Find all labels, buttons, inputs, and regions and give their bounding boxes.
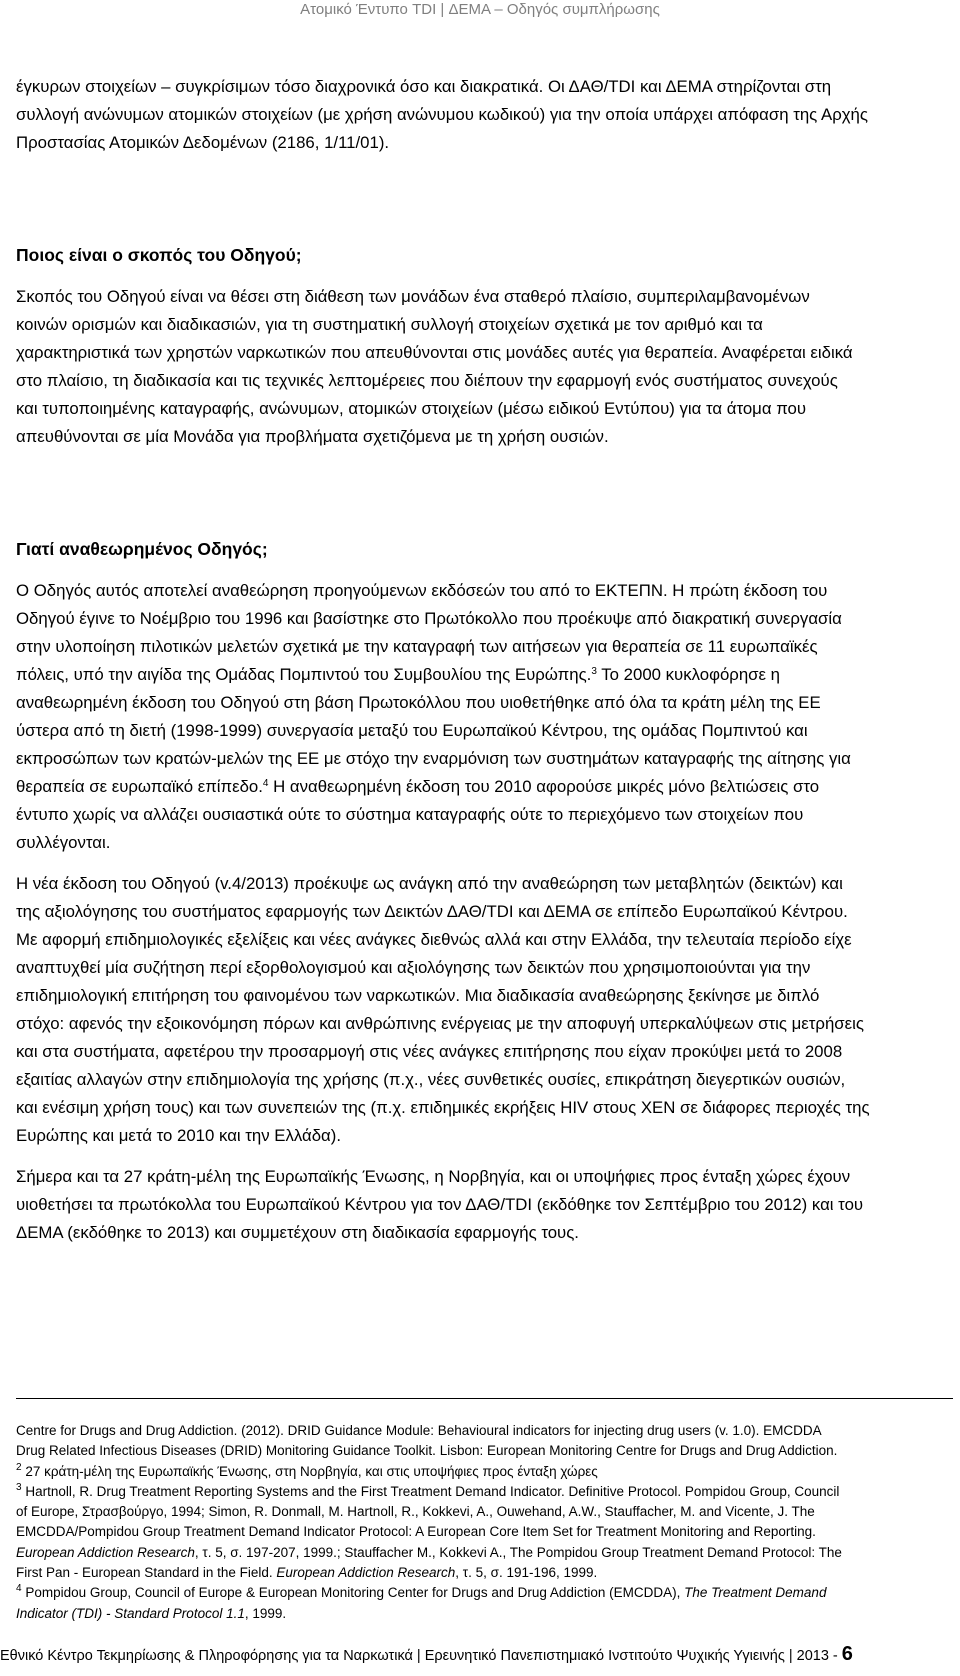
section-heading-purpose: Ποιος είναι ο σκοπός του Οδηγού; <box>16 245 302 265</box>
footnote-ref-3[interactable]: 3 <box>591 666 597 677</box>
revised-paragraph-3: Σήμερα και τα 27 κράτη-μέλη της Ευρωπαϊκής Ένωσης, η Νορβηγία, και οι υποψήφιες προς ένταξη χώρες έχουν υιοθετήσει τα πρωτόκολλα του Ευρωπαϊκού Κέντρου για τον ΔΑΘ/TDI (εκδόθηκε τον Σεπτέμβριο του 2012) και του ΔΕΜΑ (εκδόθηκε το 2013) και συμμετέχουν στη διαδικασία εφαρμογής τους. <box>16 1167 864 1242</box>
intro-paragraph: έγκυρων στοιχείων – συγκρίσιμων τόσο διαχρονικά όσο και διακρατικά. Οι ΔΑΘ/TDI και ΔΕΜΑ στηρίζονται στη συλλογή ανώνυμων ατομικών στοιχείων (με χρήση ανώνυμου κωδικού) για την οποία υπάρχει απόφαση της Αρχής Προστασίας Ατομικών Δεδομένων (2186, 1/11/01). <box>16 77 868 152</box>
main-content <box>16 73 950 1247</box>
page-number: 6 <box>841 1643 853 1665</box>
footnote-2: $^2$ 27 κράτη-μέλη της Ευρωπαϊκής Ένωσης, στη Νορβηγία, και στις υποψήφιες προς ένταξη χώρες <box>16 1461 598 1479</box>
purpose-paragraph: Σκοπός του Οδηγού είναι να θέσει στη διάθεση των μονάδων ένα σταθερό πλαίσιο, συμπεριλαμβανομένων κοινών ορισμών και διαδικασιών, για τη συστηματική συλλογή στοιχείων σχετικά με τον αριθμό και τα χαρακτηριστικά των χρηστών ναρκωτικών που απευθύνονται στις μονάδες αυτές για θεραπεία. Αναφέρεται ειδικά στο πλαίσιο, τη διαδικασία και τις τεχνικές λεπτομέρειες που διέπουν την εφαρμογή ενός συστήματος συνεχούς και τυποποιημένης καταγραφής, ανώνυμων, ατομικών στοιχείων (μέσω ειδικού Εντύπου) για τα άτομα που απευθύνονται σε μία Μονάδα για προβλήματα σχετιζόμενα με τη χρήση ουσιών. <box>16 287 853 446</box>
revised-paragraph-1: Ο Οδηγός αυτός αποτελεί αναθεώρηση προηγούμενων εκδόσεών του από το ΕΚΤΕΠΝ. Η πρώτη έκδοση του Οδηγού έγινε το Νοέμβριο του 1996 και βασίστηκε στο Πρωτόκολλο που προέκυψε από διακρατική συνεργασία στην υλοποίηση πιλοτικών μελετών σχετικά με την καταγραφή των αιτήσεων για θεραπεία σε 11 ευρωπαϊκές πόλεις, υπό την αιγίδα της Ομάδας Πομπιντού του Συμβουλίου της Ευρώπης.$^3$ Το 2000 κυκλοφόρησε η αναθεωρημένη έκδοση του Οδηγού στη βάση Πρωτοκόλλου που υιοθετήθηκε από όλα τα κράτη μέλη της ΕΕ ύστερα από τη διετή (1998-1999) συνεργασία μεταξύ του Ευρωπαϊκού Κέντρου, της ομάδας Πομπιντού και εκπροσώπων των κρατών-μελών της ΕΕ με στόχο την εναρμόνιση των συστημάτων καταγραφής της αίτησης για θεραπεία σε ευρωπαϊκό επίπεδο.$^4$ Η αναθεωρημένη έκδοση του 2010 αφορούσε μικρές μόνο βελτιώσεις στο έντυπο χωρίς να αλλάζει ουσιαστικά ούτε το σύστημα καταγραφής ούτε το περιεχόμενο των στοιχείων που συλλέγονται. <box>16 581 851 852</box>
footnote-1: Centre for Drugs and Drug Addiction. (2012). DRID Guidance Module: Behavioural indicators for injecting drug users (v. 1.0). EMCDDA Drug Related Infectious Diseases (DRID) Monitoring Guidance Toolkit. Lisbon: European Monitoring Centre for Drugs and Drug Addiction. <box>16 1423 838 1459</box>
footer-text: Εθνικό Κέντρο Τεκμηρίωσης & Πληροφόρησης για τα Ναρκωτικά | Ερευνητικό Πανεπιστημιακό Ινστιτούτο Ψυχικής Υγιεινής | 2013 - <box>0 1648 842 1664</box>
revised-paragraph-2: Η νέα έκδοση του Οδηγού (v.4/2013) προέκυψε ως ανάγκη από την αναθεώρηση των μεταβλητών (δεικτών) και της αξιολόγησης του συστήματος εφαρμογής των Δεικτών ΔΑΘ/TDI και ΔΕΜΑ σε επίπεδο Ευρωπαϊκού Κέντρου. Με αφορμή επιδημιολογικές εξελίξεις και νέες ανάγκες διεθνώς αλλά και στην Ελλάδα, την τελευταία περίοδο είχε αναπτυχθεί μία συζήτηση περί εξορθολογισμού και αξιολόγησης των δεικτών που χρησιμοποιούνται για την επιδημιολογική επιτήρηση του φαινομένου των ναρκωτικών. Μια διαδικασία αναθεώρησης ξεκίνησε με διπλό στόχο: αφενός την εξοικονόμηση πόρων και ανθρώπινης ενέργειας με την αποφυγή υπερκαλύψεων στις μετρήσεις και στα συστήματα, αφετέρου την προσαρμογή στις νέες ανάγκες επιτήρησης που είχαν προκύψει μετά το 2008 εξαιτίας αλλαγών στην επιδημιολογία της χρήσης (π.χ., νέες συνθετικές ουσίες, επικράτηση διεγερτικών ουσιών, και ενέσιμη χρήση τους) και των συνεπειών της (π.χ. επιδημικές εκρήξεις HIV στους ΧΕΝ σε διάφορες περιοχές της Ευρώπης και μετά το 2010 και την Ελλάδα). <box>16 874 870 1145</box>
section-heading-revised: Γιατί αναθεωρημένος Οδηγός; <box>16 539 268 559</box>
footnote-3: $^3$ Hartnoll, R. Drug Treatment Reporting Systems and the First Treatment Demand Indicator. Definitive Protocol. Pompidou Group, Council of Europe, Στρασβούργο, 1994; Simon, R. Donmall, M. Hartnoll, R., Kokkevi, A., Ouwehand, A.W., Stauffacher, M. and Vicente, J. The EMCDDA/Pompidou Group Treatment Demand Indicator Protocol: A European Core Item Set for Treatment Monitoring and Reporting. European Addiction Research, τ. 5, σ. 197-207, 1999.; Stauffacher M., Kokkevi A., The Pompidou Group Treatment Demand Protocol: The First Pan - European Standard in the Field. European Addiction Research, τ. 5, σ. 191-196, 1999. <box>16 1481 842 1581</box>
page-footer <box>0 1644 960 1666</box>
footnote-ref-4[interactable]: 4 <box>262 778 269 789</box>
footnotes <box>16 1421 956 1624</box>
footnote-4: $^4$ Pompidou Group, Council of Europe & European Monitoring Center for Drugs and Drug Addiction (EMCDDA), The Treatment Demand Indicator (TDI) - Standard Protocol 1.1, 1999. <box>16 1583 827 1621</box>
running-header: Ατομικό Έντυπο TDI | ΔΕΜΑ – Οδηγός συμπλήρωσης <box>300 1 660 18</box>
footnote-divider <box>16 1398 953 1399</box>
